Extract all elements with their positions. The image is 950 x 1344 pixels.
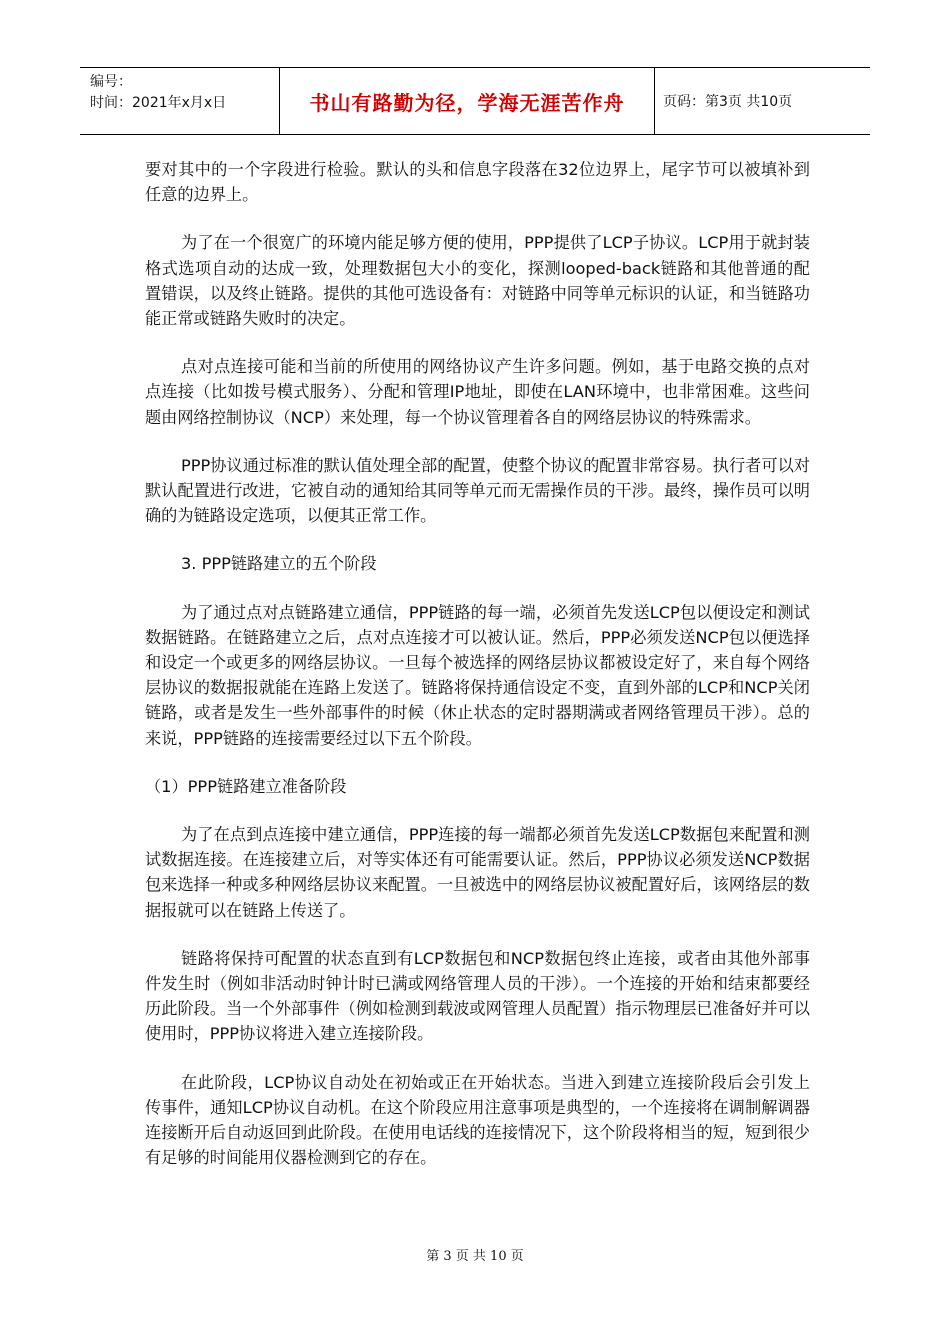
paragraph: 为了在一个很宽广的环境内能足够方便的使用，PPP提供了LCP子协议。LCP用于就封装格式选项自动的达成一致，处理数据包大小的变化，探测looped-back链路和其他普通的配置错误，以及终止链路。提供的其他可选设备有：对链路中同等单元标识的认证，和当链路功能正常或链路失败时的决定。 bbox=[145, 233, 810, 329]
header-meta bbox=[80, 68, 280, 134]
paragraph: 为了在点到点连接中建立通信，PPP连接的每一端都必须首先发送LCP数据包来配置和测试数据连接。在连接建立后，对等实体还有可能需要认证。然后，PPP协议必须发送NCP数据包来选择一种或多种网络层协议来配置。一旦被选中的网络层协议被配置好后，该网络层的数据报就可以在链路上传送了。 bbox=[145, 825, 810, 920]
paragraph: 链路将保持可配置的状态直到有LCP数据包和NCP数据包终止连接，或者由其他外部事件发生时（例如非活动时钟计时已满或网络管理人员的干涉）。一个连接的开始和结束都要经历此阶段。当一个外部事件（例如检测到载波或网管理人员配置）指示物理层已准备好并可以使用时，PPP协议将进入建立连接阶段。 bbox=[145, 948, 810, 1044]
document-number-label: 编号： bbox=[90, 74, 132, 90]
header-motto: 书山有路勤为径，学海无涯苦作舟 bbox=[280, 68, 655, 134]
document-body bbox=[145, 157, 810, 1194]
paragraph: 点对点连接可能和当前的所使用的网络协议产生许多问题。例如，基于电路交换的点对点连接（比如拨号模式服务）、分配和管理IP地址，即使在LAN环境中，也非常困难。这些问题由网络控制协议（NCP）来处理，每一个协议管理着各自的网络层协议的特殊需求。 bbox=[145, 357, 810, 427]
section-heading: 3. PPP链路建立的五个阶段 bbox=[181, 554, 377, 574]
header-page-info: 页码：第3页 共10页 bbox=[663, 94, 793, 110]
page-footer: 第 3 页 共 10 页 bbox=[426, 1249, 524, 1264]
paragraph: PPP协议通过标准的默认值处理全部的配置，使整个协议的配置非常容易。执行者可以对默认配置进行改进，它被自动的通知给其同等单元而无需操作员的干涉。最终，操作员可以明确的为链路设定选项，以便其正常工作。 bbox=[145, 455, 810, 526]
paragraph: 为了通过点对点链路建立通信，PPP链路的每一端，必须首先发送LCP包以便设定和测试数据链路。在链路建立之后，点对点连接才可以被认证。然后，PPP必须发送NCP包以便选择和设定一个或更多的网络层协议。一旦每个被选择的网络层协议都被设定好了，来自每个网络层协议的数据报就能在连路上发送了。链路将保持通信设定不变，直到外部的LCP和NCP关闭链路，或者是发生一些外部事件的时候（休止状态的定时器期满或者网络管理员干涉）。总的来说，PPP链路的连接需要经过以下五个阶段。 bbox=[145, 602, 810, 748]
paragraph: 要对其中的一个字段进行检验。默认的头和信息字段落在32位边界上，尾字节可以被填补到任意的边界上。 bbox=[145, 160, 810, 205]
subsection-heading: （1）PPP链路建立准备阶段 bbox=[145, 776, 347, 796]
paragraph: 在此阶段，LCP协议自动处在初始或正在开始状态。当进入到建立连接阶段后会引发上传事件，通知LCP协议自动机。在这个阶段应用注意事项是典型的，一个连接将在调制解调器连接断开后自动返回到此阶段。在使用电话线的连接情况下，这个阶段将相当的短，短到很少有足够的时间能用仪器检测到它的存在。 bbox=[145, 1072, 810, 1168]
document-time-label: 时间：2021年x月x日 bbox=[90, 95, 227, 111]
page-header bbox=[80, 67, 870, 135]
